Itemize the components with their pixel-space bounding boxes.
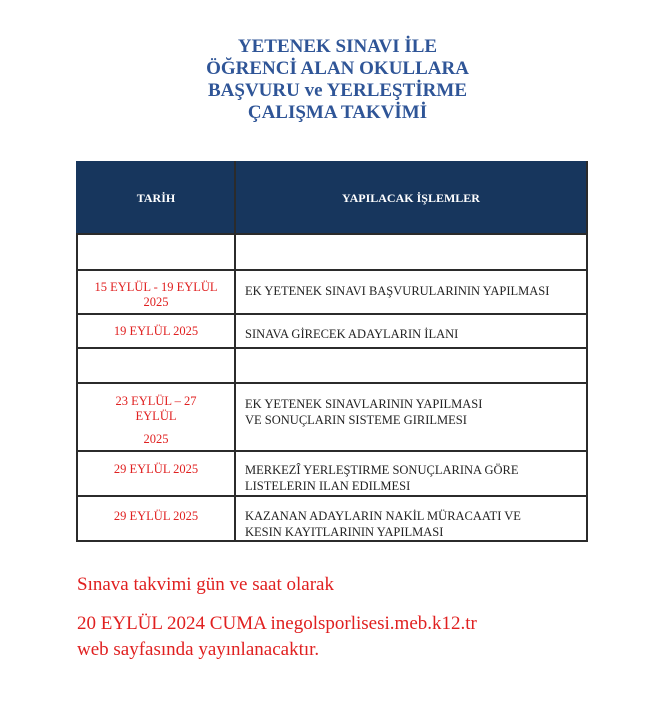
date-line: 2025	[143, 295, 169, 309]
date-cell: 29 EYLÜL 2025	[77, 496, 235, 541]
date-cell	[77, 348, 235, 383]
task-cell	[235, 348, 587, 383]
date-line: EYLÜL	[135, 409, 177, 423]
date-cell	[77, 383, 235, 451]
table-row	[77, 383, 587, 451]
note-line-2: 20 EYLÜL 2024 CUMA inegolsporlisesi.meb.k12.tr	[77, 613, 477, 634]
document-title	[0, 36, 663, 124]
schedule-table	[76, 161, 588, 542]
date-cell: 29 EYLÜL 2025	[77, 451, 235, 496]
title-line-2: ÖĞRENCİ ALAN OKULLARA	[206, 58, 469, 79]
table-row	[77, 451, 587, 496]
date-line: 2025	[143, 432, 169, 446]
table-header-row	[77, 162, 587, 234]
title-line-4: ÇALIŞMA TAKVİMİ	[247, 102, 428, 123]
note-line-3: web sayfasında yayınlanacaktır.	[77, 639, 320, 660]
header-date: TARİH	[77, 162, 235, 234]
table-row	[77, 314, 587, 348]
task-cell: KAZANAN ADAYLARIN NAKİL MÜRACAATI VE KESIN KAYITLARININ YAPILMASI	[235, 496, 587, 541]
note-line-1: Sınava takvimi gün ve saat olarak	[77, 574, 334, 595]
task-cell: EK YETENEK SINAVI BAŞVURULARININ YAPILMASI	[235, 270, 587, 314]
task-cell: MERKEZÎ YERLEŞTIRME SONUÇLARINA GÖRE LISTELERIN ILAN EDILMESI	[235, 451, 587, 496]
date-line: 23 EYLÜL – 27	[115, 394, 197, 408]
date-cell	[77, 270, 235, 314]
table-row	[77, 234, 587, 270]
task-cell: SINAVA GİRECEK ADAYLARIN İLANI	[235, 314, 587, 348]
task-cell	[235, 234, 587, 270]
date-cell: 19 EYLÜL 2025	[77, 314, 235, 348]
title-line-3: BAŞVURU ve YERLEŞTİRME	[208, 80, 467, 101]
table-row	[77, 496, 587, 541]
task-cell: EK YETENEK SINAVLARININ YAPILMASI VE SONUÇLARIN SISTEME GIRILMESI	[235, 383, 587, 451]
table-row	[77, 348, 587, 383]
date-line: 15 EYLÜL - 19 EYLÜL	[94, 280, 218, 294]
header-tasks: YAPILACAK İŞLEMLER	[235, 162, 587, 234]
table-row	[77, 270, 587, 314]
date-cell	[77, 234, 235, 270]
title-line-1: YETENEK SINAVI İLE	[237, 36, 438, 57]
